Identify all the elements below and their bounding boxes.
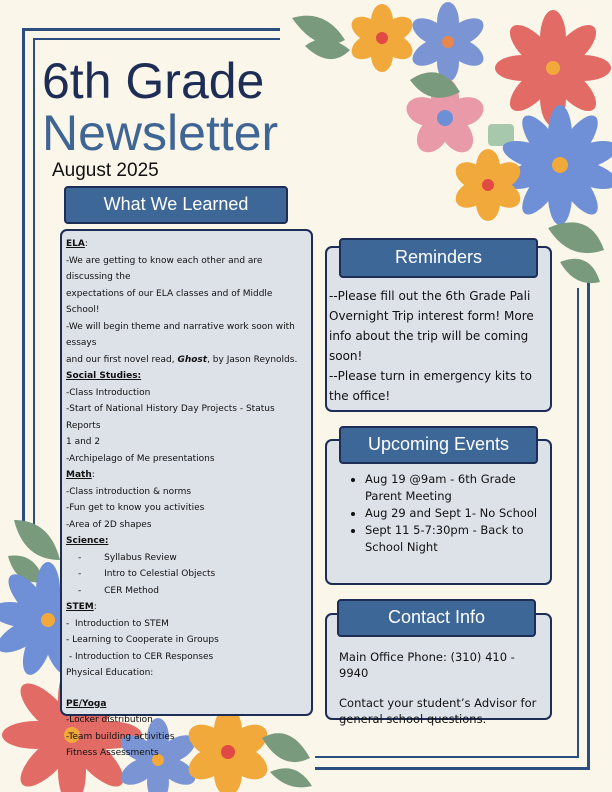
social-studies-section bbox=[66, 368, 308, 467]
stem-line: - Learning to Cooperate in Groups bbox=[66, 635, 219, 645]
pe-yoga-line: Fitness Assessments bbox=[66, 748, 159, 758]
reminder-text-2: --Please turn in emergency kits to the office! bbox=[329, 369, 533, 403]
math-line: -Area of 2D shapes bbox=[66, 519, 152, 530]
science-line: - Intro to Celestial Objects bbox=[78, 569, 216, 579]
math-section bbox=[66, 467, 308, 533]
flower-orange-top-icon bbox=[347, 4, 417, 72]
pe-yoga-title: PE/Yoga bbox=[66, 698, 107, 709]
social-studies-line: -Archipelago of Me presentations bbox=[66, 453, 215, 464]
contact-note: Contact your student’s Advisor for general school questions. bbox=[339, 696, 537, 726]
ela-title: ELA bbox=[66, 239, 85, 249]
pe-yoga-line: -Locker distribution bbox=[66, 715, 153, 725]
social-studies-line: 1 and 2 bbox=[66, 437, 101, 447]
science-line: - Syllabus Review bbox=[78, 552, 177, 563]
math-title: Math bbox=[66, 470, 92, 480]
stem-line: Physical Education: bbox=[66, 668, 154, 678]
ela-line: -We are getting to know each other and are discussing the bbox=[66, 255, 263, 282]
social-studies-line: -Class Introduction bbox=[66, 387, 151, 398]
ela-line: -We will begin theme and narrative work soon with essays bbox=[66, 321, 295, 348]
reminder-text-1: --Please fill out the 6th Grade Pali Overnight Trip interest form! More info about the trip will be coming soon! bbox=[329, 289, 534, 363]
math-title-suffix: : bbox=[91, 470, 95, 480]
social-studies-title: Social Studies: bbox=[66, 371, 142, 381]
section-gap bbox=[66, 682, 308, 696]
reminders-heading: Reminders bbox=[339, 238, 538, 278]
math-line: -Class introduction & norms bbox=[66, 486, 192, 497]
events-list bbox=[341, 471, 544, 556]
math-line: -Fun get to know you activities bbox=[66, 503, 205, 513]
contact-heading: Contact Info bbox=[337, 599, 536, 637]
pe-yoga-line: -Team building activities bbox=[66, 731, 175, 742]
flower-red-top-icon bbox=[495, 10, 611, 126]
page-title-line1: 6th Grade bbox=[42, 53, 265, 109]
newsletter-date: August 2025 bbox=[52, 160, 159, 181]
ela-section bbox=[66, 236, 308, 368]
science-section bbox=[66, 533, 308, 599]
stem-line: - Introduction to STEM bbox=[66, 618, 169, 629]
leaf-top-icon bbox=[292, 16, 350, 59]
science-line: - CER Method bbox=[78, 585, 159, 596]
stem-title: STEM bbox=[66, 602, 94, 612]
ela-line: and our first novel read, Ghost, by Jason Reynolds. bbox=[66, 354, 298, 365]
leaf-right-bottom-icon bbox=[548, 222, 604, 283]
event-item: • Aug 29 and Sept 1- No School bbox=[365, 505, 544, 522]
learned-heading: What We Learned bbox=[64, 186, 288, 224]
page-title-line2: Newsletter bbox=[42, 105, 279, 161]
ela-title-suffix: : bbox=[84, 239, 88, 249]
stem-title-suffix: : bbox=[93, 602, 97, 612]
science-title: Science: bbox=[66, 536, 109, 546]
events-heading: Upcoming Events bbox=[339, 426, 538, 464]
social-studies-line: -Start of National History Day Projects - Status Reports bbox=[66, 404, 275, 431]
flower-blue-small-icon bbox=[408, 2, 488, 82]
stem-section bbox=[66, 599, 308, 682]
learned-panel bbox=[60, 229, 313, 758]
ela-line: expectations of our ELA classes and of Middle School! bbox=[66, 288, 273, 315]
contact-phone: Main Office Phone: (310) 410 - 9940 bbox=[339, 650, 515, 680]
stem-line: - Introduction to CER Responses bbox=[66, 651, 214, 662]
event-item: • Sept 11 5-7:30pm - Back to School Night bbox=[365, 522, 544, 556]
novel-title: Ghost bbox=[177, 354, 208, 365]
event-item: • Aug 19 @9am - 6th Grade Parent Meeting bbox=[365, 471, 544, 505]
pe-yoga-section bbox=[66, 696, 308, 762]
